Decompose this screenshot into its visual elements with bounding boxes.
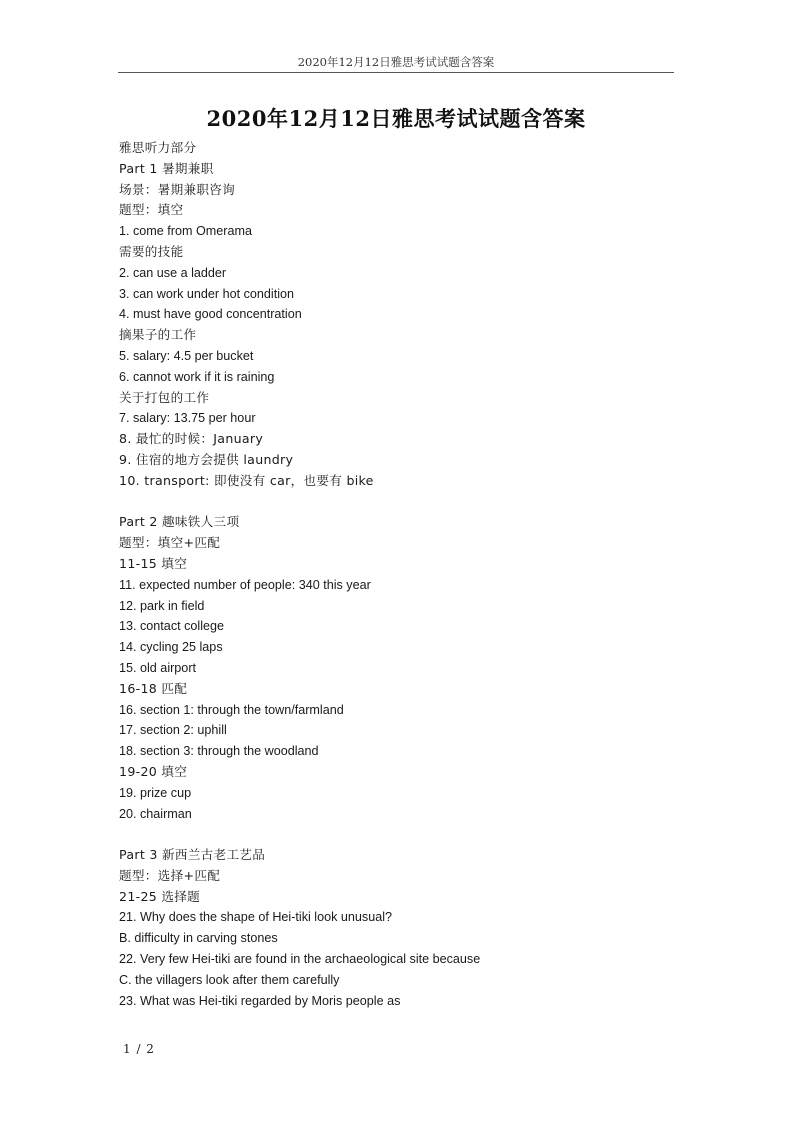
- answer-line: 20. chairman: [119, 806, 192, 821]
- document-body: [119, 138, 679, 1011]
- subheading-line: 需要的技能: [119, 243, 184, 259]
- subheading-line: 19-20 填空: [119, 763, 188, 779]
- answer-line: 16. section 1: through the town/farmland: [119, 702, 344, 717]
- question-type-line: 题型：选择+匹配: [119, 867, 221, 883]
- answer-line: 13. contact college: [119, 619, 225, 634]
- answer-line: 17. section 2: uphill: [119, 723, 227, 738]
- answer-line: 19. prize cup: [119, 785, 192, 800]
- part-heading: Part 1 暑期兼职: [119, 160, 214, 176]
- answer-line: 1. come from Omerama: [119, 224, 252, 239]
- answer-line: 12. park in field: [119, 598, 205, 613]
- answer-line: 15. old airport: [119, 660, 197, 675]
- answer-line: 14. cycling 25 laps: [119, 640, 223, 655]
- subheading-line: 16-18 匹配: [119, 680, 188, 696]
- subheading-line: 11-15 填空: [119, 555, 188, 571]
- answer-line: 2. can use a ladder: [119, 265, 227, 280]
- answer-line: 10. transport: 即使没有 car，也要有 bike: [119, 472, 374, 488]
- question-line: 22. Very few Hei-tiki are found in the archaeological site because: [119, 952, 481, 967]
- question-line: 23. What was Hei-tiki regarded by Moris people as: [119, 993, 401, 1008]
- part-heading: Part 2 趣味铁人三项: [119, 514, 240, 530]
- scene-line: 场景：暑期兼职咨询: [119, 181, 236, 197]
- answer-line: 3. can work under hot condition: [119, 286, 295, 301]
- question-type-line: 题型：填空+匹配: [119, 535, 221, 551]
- page-number: 1 / 2: [123, 1042, 155, 1056]
- answer-line: 11. expected number of people: 340 this year: [119, 577, 371, 592]
- section-heading: 雅思听力部分: [119, 140, 197, 155]
- blank-line: [119, 824, 679, 845]
- subheading-line: 关于打包的工作: [119, 389, 210, 405]
- question-type-line: 题型：填空: [119, 202, 184, 218]
- answer-line: 7. salary: 13.75 per hour: [119, 411, 256, 426]
- part-heading: Part 3 新西兰古老工艺品: [119, 847, 266, 863]
- answer-line: 5. salary: 4.5 per bucket: [119, 348, 254, 363]
- answer-line: B. difficulty in carving stones: [119, 931, 278, 946]
- question-line: 21. Why does the shape of Hei-tiki look unusual?: [119, 910, 393, 925]
- subheading-line: 21-25 选择题: [119, 888, 201, 904]
- answer-line: 8. 最忙的时候：January: [119, 431, 264, 447]
- answer-line: 6. cannot work if it is raining: [119, 369, 275, 384]
- answer-line: C. the villagers look after them carefully: [119, 972, 340, 987]
- blank-line: [119, 492, 679, 513]
- header-divider: [118, 72, 674, 73]
- subheading-line: 摘果子的工作: [119, 327, 197, 343]
- answer-line: 18. section 3: through the woodland: [119, 744, 319, 759]
- answer-line: 4. must have good concentration: [119, 307, 302, 322]
- answer-line: 9. 住宿的地方会提供 laundry: [119, 451, 294, 467]
- document-title: 2020年12月12日雅思考试试题含答案: [206, 106, 586, 131]
- running-header: 2020年12月12日雅思考试试题含答案: [297, 55, 495, 69]
